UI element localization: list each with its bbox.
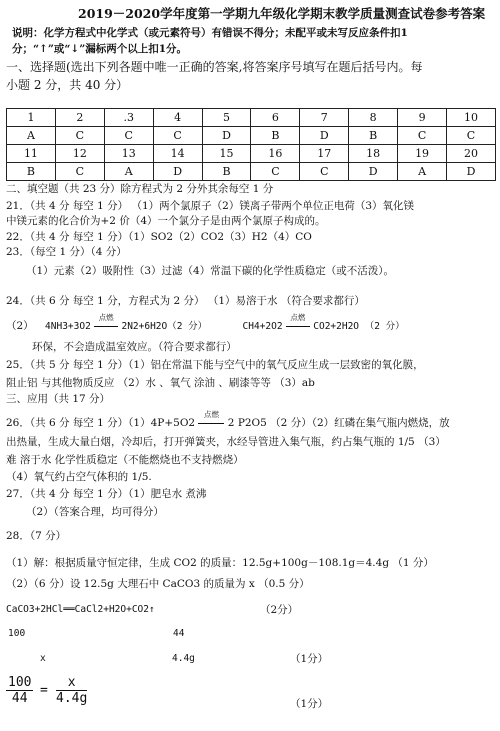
q26-line-2: 出热量，生成大量白烟，冷却后，打开弹簧夹，水经导管进入集气瓶，约占集气瓶的 1/5 （3） [6, 436, 446, 448]
section3-heading: 三、应用（共 17 分） [6, 393, 111, 405]
table-cell: A [7, 127, 56, 145]
table-cell: B [251, 127, 300, 145]
fraction-denominator: 4.4g [56, 691, 88, 706]
table-cell: B [7, 163, 56, 181]
table-cell: 4 [153, 109, 202, 127]
q28-ratio-left-2: x [40, 653, 46, 664]
q28-part2: （2）（6 分）设 12.5g 大理石中 CaCO3 的质量为 x （0.5 分） [6, 578, 310, 590]
table-cell: 18 [349, 145, 398, 163]
q28-ratio-left-1: 100 [8, 628, 26, 639]
q23-line-2: （1）元素（2）吸附性（3）过滤（4）常温下碳的化学性质稳定（或不活泼）。 [26, 265, 394, 277]
q25-line-2: 阻止铝 与其他物质反应 （2）水 、氧气 涂油 、刷漆等等 （3）ab [6, 377, 315, 389]
table-row [7, 127, 496, 145]
q24-equation-line [6, 313, 405, 334]
table-cell: 10 [447, 109, 496, 127]
table-cell: 13 [104, 145, 153, 163]
q26-right: 2 P2O5 （2 分）（2）红磷在集气瓶内燃烧，放 [227, 417, 450, 429]
table-cell: A [398, 163, 447, 181]
table-cell: D [202, 127, 251, 145]
table-row [7, 109, 496, 127]
condition-label: 点燃 [290, 313, 306, 322]
table-cell: 19 [398, 145, 447, 163]
table-cell: C [104, 127, 153, 145]
table-cell: C [398, 127, 447, 145]
q27-line-1: 27．（共 4 分 每空 1 分）（1）肥皂水 煮沸 [6, 488, 207, 500]
table-cell: A [104, 163, 153, 181]
fraction-denominator: 44 [11, 691, 28, 706]
table-cell: C [447, 127, 496, 145]
table-cell: 9 [398, 109, 447, 127]
reaction-condition [286, 313, 310, 333]
table-cell: D [447, 163, 496, 181]
table-cell: C [251, 163, 300, 181]
reaction-condition [198, 410, 224, 430]
q24-line-1: 24．（共 6 分 每空 1 分，方程式为 2 分） （1）易溶于水 （符合要求都行） [6, 295, 365, 307]
note-line-1: 说明：化学方程式中化学式（或元素符号）有错误不得分；未配平或未写反应条件扣1 [12, 27, 408, 39]
equals-sign: = [40, 683, 48, 698]
section1-heading-cont: 小题 2 分，共 40 分） [6, 78, 129, 92]
note-line-2: 分；“↑”或“↓”漏标两个以上扣1分。 [12, 43, 188, 55]
q22-line: 22．（共 4 分 每空 1 分）（1）SO2（2）CO2（3）H2（4）CO [6, 231, 312, 243]
q24-eq2-left: CH4+2O2 [242, 321, 283, 332]
table-row [7, 163, 496, 181]
condition-label: 点燃 [98, 313, 114, 322]
fraction-numerator: 100 [8, 675, 32, 690]
table-cell: D [153, 163, 202, 181]
q24-eq-label: （2） [6, 320, 34, 332]
page-title: 2019－2020学年度第一学期九年级化学期末教学质量测查试卷参考答案 [78, 6, 486, 21]
q28-ratio-right-2: 4.4g [172, 653, 195, 664]
table-cell: 5 [202, 109, 251, 127]
table-cell: C [153, 127, 202, 145]
table-cell: C [55, 127, 104, 145]
q23-line-1: 23．（每空 1 分）（4 分） [6, 246, 127, 258]
table-cell: 17 [300, 145, 349, 163]
reaction-condition [94, 313, 118, 333]
q25-line-1: 25．（共 5 分 每空 1 分）（1）铝在常温下能与空气中的氧气反应生成一层致密的氧化膜， [6, 359, 424, 371]
answer-table [6, 108, 496, 181]
q26-line-4: （4）氧气约占空气体积的 1/5. [6, 471, 152, 483]
table-cell: D [349, 163, 398, 181]
table-cell: C [55, 163, 104, 181]
table-cell: 2 [55, 109, 104, 127]
table-cell: 1 [7, 109, 56, 127]
fraction-numerator: x [56, 675, 87, 691]
table-cell: 14 [153, 145, 202, 163]
q26-line-1 [6, 410, 450, 430]
condition-label: 点燃 [203, 410, 219, 419]
table-cell: B [202, 163, 251, 181]
table-cell: 15 [202, 145, 251, 163]
section1-heading: 一、选择题(选出下列各题中唯一正确的答案,将答案序号填写在题后括号内。每 [6, 60, 423, 74]
table-cell: 11 [7, 145, 56, 163]
q24-eq1-left: 4NH3+3O2 [45, 321, 91, 332]
table-cell: 8 [349, 109, 398, 127]
table-cell: .3 [104, 109, 153, 127]
section2-heading: 二、填空题（共 23 分）除方程式为 2 分外其余每空 1 分 [6, 183, 274, 195]
table-cell: 6 [251, 109, 300, 127]
q24-line-3: 环保，不会造成温室效应。（符合要求都行） [32, 341, 237, 353]
table-cell: C [300, 163, 349, 181]
fraction-right [56, 675, 87, 706]
q21-line-2: 中镁元素的化合价为+2 价（4）一个氯分子是由两个氯原子构成的。 [6, 215, 326, 227]
fraction-score: （1分） [290, 698, 329, 710]
table-cell: 16 [251, 145, 300, 163]
fraction-left [6, 675, 33, 706]
table-row [7, 145, 496, 163]
table-cell: 20 [447, 145, 496, 163]
q28-equation: CaCO3+2HCl══CaCl2+H2O+CO2↑ [6, 604, 155, 615]
q27-line-2: （2）（答案合理，均可得分） [26, 506, 164, 518]
table-cell: 12 [55, 145, 104, 163]
q28-heading: 28．（7 分） [6, 530, 67, 542]
q24-eq2-right: CO2+2H2O （2 分） [313, 321, 405, 332]
table-cell: B [349, 127, 398, 145]
table-cell: 7 [300, 109, 349, 127]
q26-label: 26．（共 6 分 每空 1 分）（1）4P+5O2 [6, 417, 196, 429]
q28-ratio-right-1: 44 [173, 628, 185, 639]
q28-ratio-score: （1分） [290, 653, 329, 665]
q28-part1: （1）解：根据质量守恒定律，生成 CO2 的质量：12.5g+100g－108.1g＝4.4g （1 分） [6, 557, 434, 569]
q28-eq-score: （2分） [260, 604, 299, 616]
q26-line-3: 难 溶于水 化学性质稳定（不能燃烧也不支持燃烧） [6, 454, 244, 466]
q24-eq1-right: 2N2+6H2O（2 分） [121, 321, 208, 332]
q21-line-1: 21．（共 4 分 每空 1 分） （1）两个氯原子（2）镁离子带两个单位正电荷（3）氧化镁 [6, 200, 415, 212]
table-cell: D [300, 127, 349, 145]
